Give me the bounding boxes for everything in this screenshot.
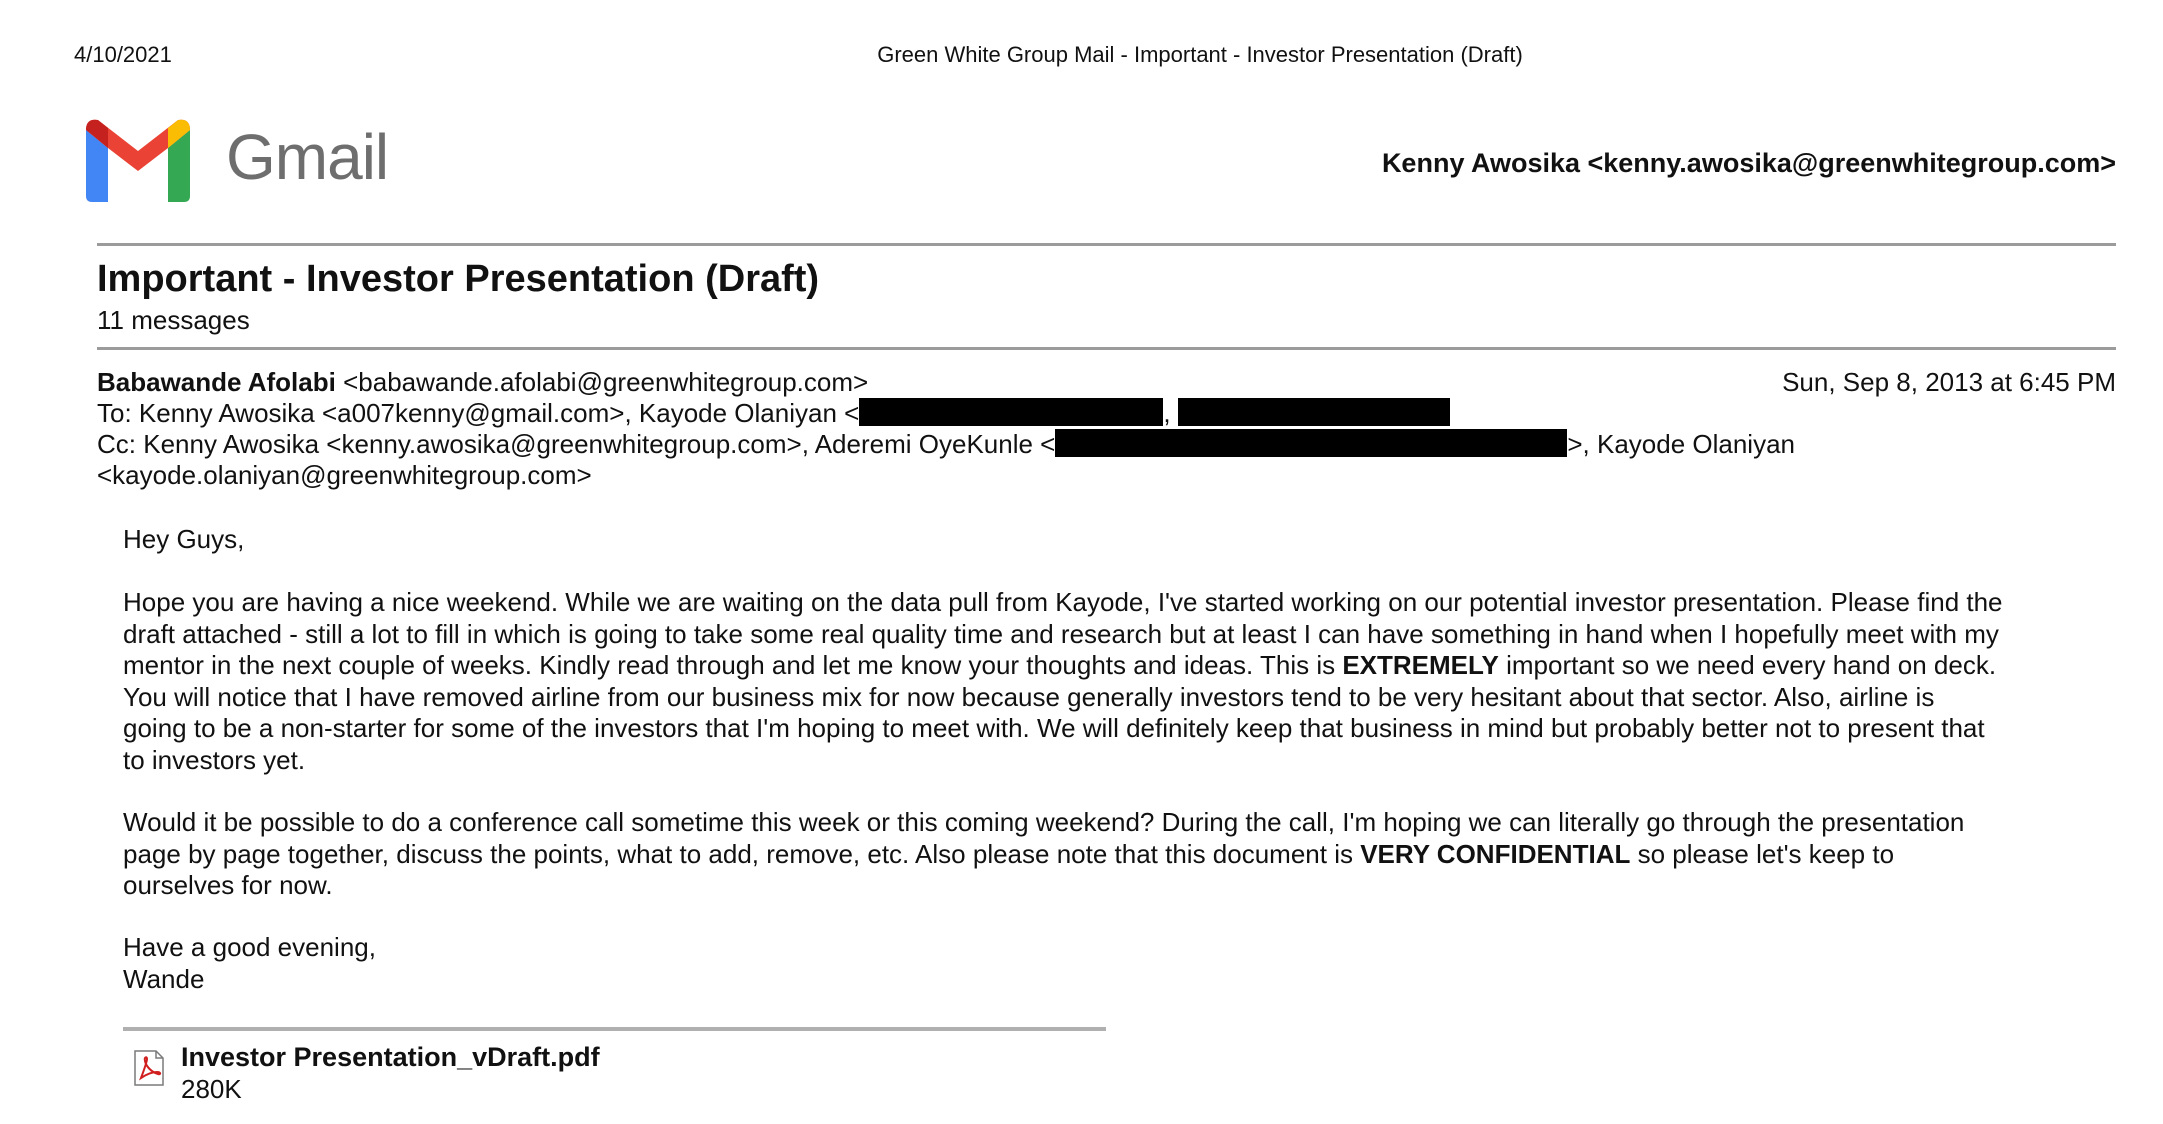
body-line: Hope you are having a nice weekend. While we are waiting on the data pull from Kayode, I've started working on our potential investor presentation. Please find the xyxy=(123,587,2003,617)
print-date: 4/10/2021 xyxy=(74,42,172,67)
to-recipients xyxy=(97,398,1450,429)
redaction-bar xyxy=(859,398,1163,426)
message-date: Sun, Sep 8, 2013 at 6:45 PM xyxy=(1782,367,2116,397)
attachment-divider xyxy=(123,1027,1106,1031)
redaction-bar xyxy=(1178,398,1450,426)
emphasis-text: EXTREMELY xyxy=(1342,650,1499,680)
body-paragraph-1 xyxy=(123,587,2003,776)
to-recipients-text: To: Kenny Awosika <a007kenny@gmail.com>, Kayode Olaniyan < xyxy=(97,398,860,428)
redaction-bar xyxy=(1055,429,1567,457)
body-text: mentor in the next couple of weeks. Kindly read through and let me know your thoughts and ideas. This is xyxy=(123,650,1343,680)
message-count: 11 messages xyxy=(97,305,250,335)
account-name: Kenny Awosika <kenny.awosika@greenwhitegroup.com> xyxy=(1381,148,2116,178)
pdf-file-icon[interactable] xyxy=(132,1050,166,1086)
cc-recipients-continued: <kayode.olaniyan@greenwhitegroup.com> xyxy=(97,460,592,490)
gmail-wordmark: Gmail xyxy=(226,121,389,193)
divider xyxy=(97,243,2116,246)
body-line: going to be a non-starter for some of the investors that I'm hoping to meet with. We will definitely keep that business in mind but probably better not to present that xyxy=(123,713,1985,743)
cc-recipients-text-2: >, Kayode Olaniyan xyxy=(1567,429,1795,459)
to-separator: , xyxy=(1163,398,1178,428)
attachment-name[interactable]: Investor Presentation_vDraft.pdf xyxy=(181,1042,600,1072)
body-paragraph-2 xyxy=(123,807,1964,902)
body-text: so please let's keep to xyxy=(1630,838,1895,869)
divider xyxy=(97,347,2116,350)
attachment-size: 280K xyxy=(181,1074,242,1104)
sender-email: <babawande.afolabi@greenwhitegroup.com> xyxy=(343,367,869,397)
body-line xyxy=(123,839,1964,871)
thread-title: Important - Investor Presentation (Draft) xyxy=(97,258,820,300)
sender-line xyxy=(97,367,868,398)
body-text: page by page together, discuss the points, what to add, remove, etc. Also please note that this document is xyxy=(123,838,1361,869)
body-text: important so we need every hand on deck. xyxy=(1498,650,1997,680)
body-line: Would it be possible to do a conference call sometime this week or this coming weekend? During the call, I'm hoping we can literally go through the presentation xyxy=(123,807,1965,837)
print-page-title: Green White Group Mail - Important - Investor Presentation (Draft) xyxy=(877,42,1523,67)
body-line: You will notice that I have removed airline from our business mix for now because generally investors tend to be very hesitant about that sector. Also, airline is xyxy=(123,681,1935,712)
cc-recipients xyxy=(97,429,1795,460)
body-line xyxy=(123,650,2003,682)
emphasis-text: VERY CONFIDENTIAL xyxy=(1360,838,1631,869)
body-line: ourselves for now. xyxy=(123,870,333,900)
body-line: to investors yet. xyxy=(123,744,306,775)
greeting: Hey Guys, xyxy=(123,524,245,554)
cc-recipients-text: Cc: Kenny Awosika <kenny.awosika@greenwhitegroup.com>, Aderemi OyeKunle < xyxy=(97,429,1056,459)
signature: Wande xyxy=(123,963,205,994)
gmail-m-logo-icon xyxy=(86,118,190,202)
body-line: draft attached - still a lot to fill in which is going to take some real quality time and research but at least I can have something in hand when I hopefully meet with my xyxy=(123,618,1999,649)
closing-line: Have a good evening, xyxy=(123,932,376,962)
sender-name: Babawande Afolabi xyxy=(97,367,336,397)
sign-off xyxy=(123,932,376,995)
